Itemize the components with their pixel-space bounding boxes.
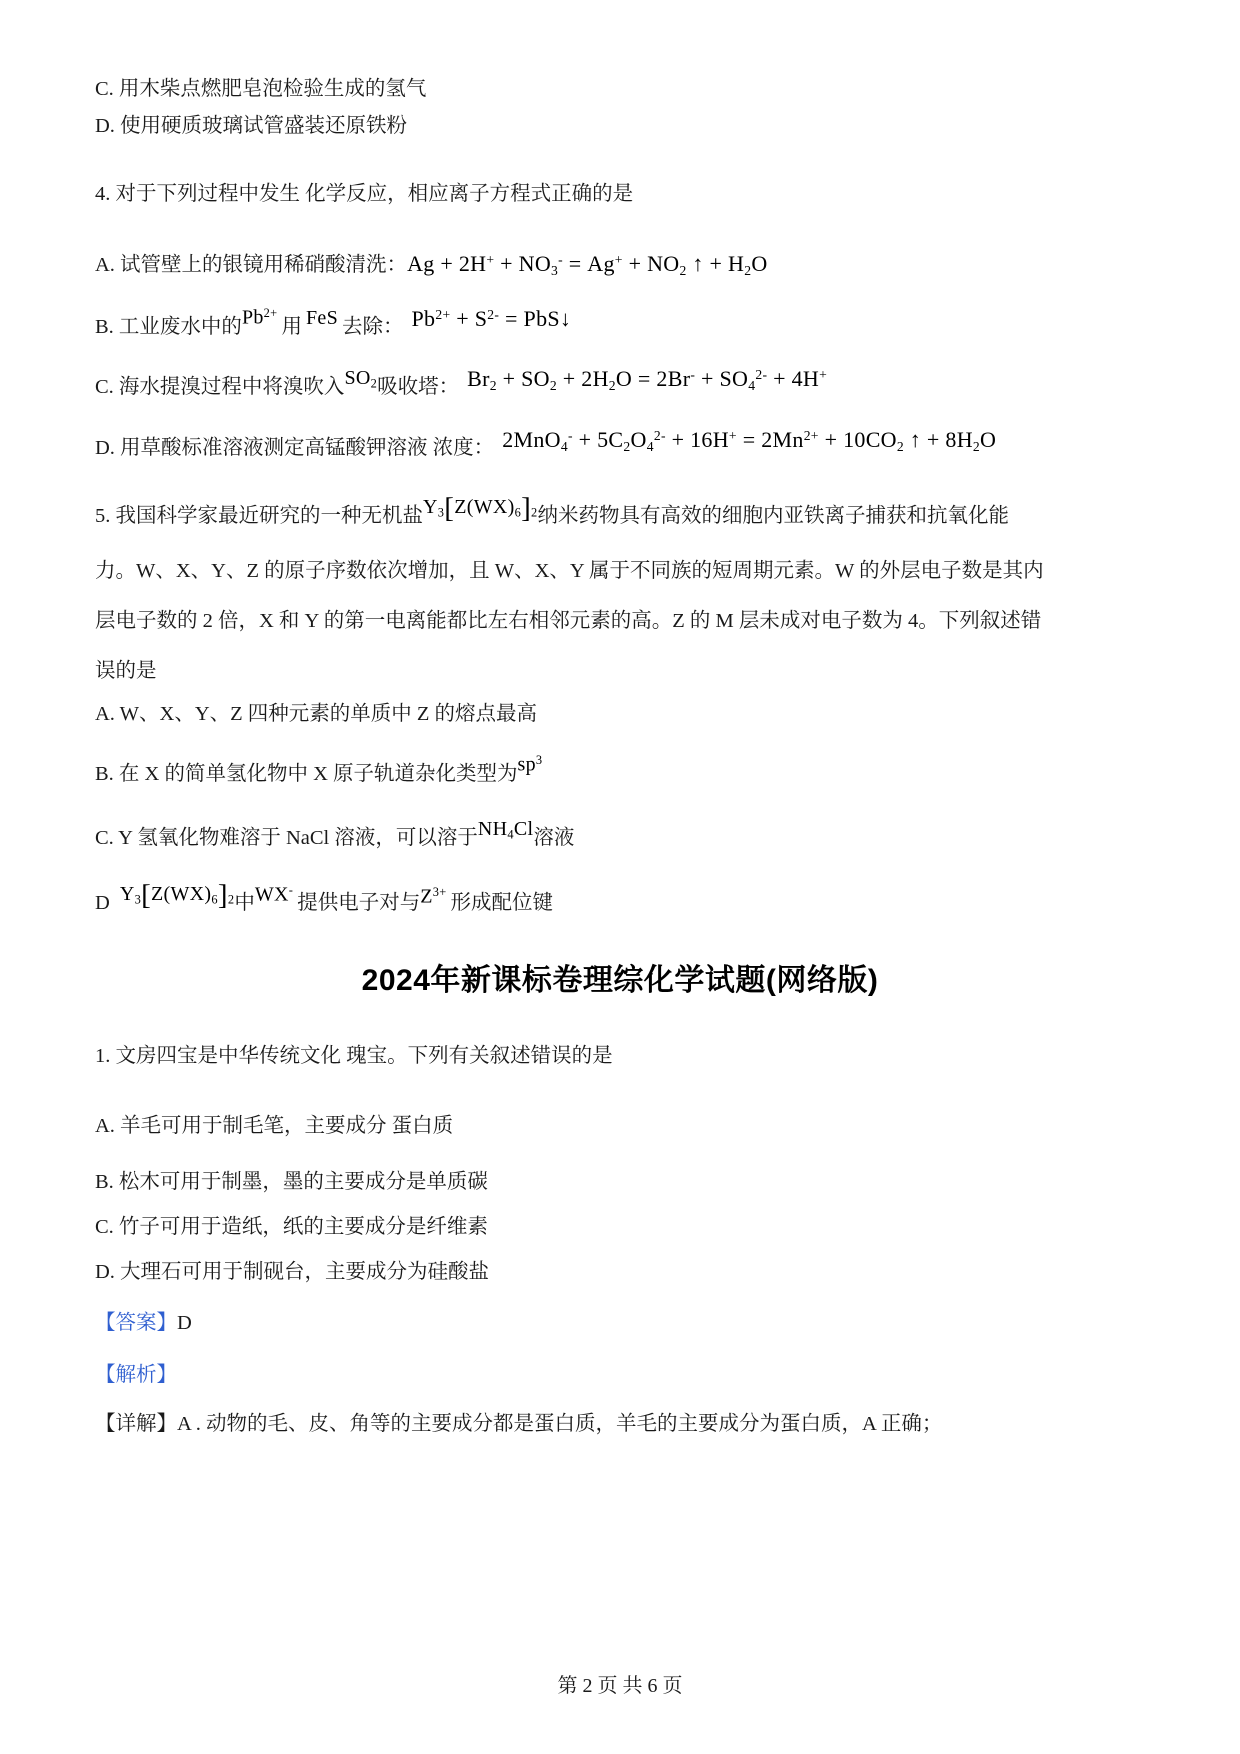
q5-option-c-suffix: 溶液 [533, 826, 575, 849]
q5-option-d-suffix: 形成配位键 [450, 892, 554, 915]
q5-option-d-label: D [95, 892, 110, 915]
q1-stem: 1. 文房四宝是中华传统文化 瑰宝。下列有关叙述错误的是 [95, 1045, 613, 1068]
q4-option-b-prefix: B. 工业废水中的 [95, 315, 242, 338]
q4-option-d-equation: $2MnO_4^- + 5C_2O_4^{2-} + 16H^+ = 2Mn^{2+} + 10CO_2$ ↑ + $8H_2O$ [502, 427, 997, 455]
q4-option-c [95, 365, 1145, 401]
q5-option-b-text: B. 在 X 的简单氢化物中 X 原子轨道杂化类型为 [95, 762, 518, 785]
q1-analysis-row [95, 1357, 1145, 1387]
q4-option-a-equation: $Ag + 2H^+ + NO_3^- = Ag^+ + NO_2$ ↑ + $H_2O$ [407, 250, 768, 278]
q4-option-c-prefix: C. 海水提溴过程中将溴吹入 [95, 375, 345, 398]
q5-option-a: A. W、X、Y、Z 四种元素的单质中 Z 的熔点最高 [95, 703, 538, 726]
q4-option-a [95, 247, 1145, 279]
q4-option-c-gas: $SO_2$ [344, 366, 378, 391]
analysis-label: 【解析】 [95, 1364, 177, 1387]
q4-option-a-prefix: A. 试管壁上的银镜用稀硝酸清洗： [95, 253, 408, 276]
q1-answer-row [95, 1305, 1145, 1335]
q5-option-c [95, 817, 1145, 851]
q5-stem-line4: 误的是 [95, 659, 157, 682]
q3-option-c: C. 用木柴点燃肥皂泡检验生成的氢气 [95, 78, 427, 100]
q5-stem-line1 [95, 492, 1145, 534]
q5-stem-part2: 纳米药物具有高效的细胞内亚铁离子捕获和抗氧化能 [537, 505, 1010, 528]
q1-option-a: A. 羊毛可用于制毛笔，主要成分 蛋白质 [95, 1114, 454, 1137]
q4-option-b-equation: $Pb^{2+} + S^{2-}$ = PbS↓ [411, 305, 572, 331]
q1-option-d: D. 大理石可用于制砚台，主要成分为硅酸盐 [95, 1260, 490, 1283]
q5-option-c-salt: $NH_4Cl$ [477, 817, 534, 842]
q4-option-b-suffix: 去除： [342, 315, 404, 338]
q1-option-c: C. 竹子可用于造纸，纸的主要成分是纤维素 [95, 1216, 488, 1238]
q5-option-b-formula: $sp^3$ [517, 753, 543, 776]
q4-option-d [95, 427, 1145, 462]
q5-option-d-mid2: 提供电子对与 [297, 892, 421, 915]
q1-option-b: B. 松木可用于制墨，墨的主要成分是单质碳 [95, 1171, 488, 1194]
q5-salt-formula: $Y_3[Z(WX)_6]_2$ [423, 492, 538, 525]
q5-option-b [95, 753, 1145, 786]
q5-option-c-prefix: C. Y 氢氧化物难溶于 NaCl 溶液，可以溶于 [95, 826, 478, 849]
answer-value: D [177, 1312, 192, 1335]
q5-stem-line2: 力。W、X、Y、Z 的原子序数依次增加，且 W、X、Y 属于不同族的短周期元素。W 的外层电子数是其内 [95, 560, 1044, 583]
q5-option-d-formula2: WX- [254, 882, 294, 906]
q3-option-d: D. 使用硬质玻璃试管盛装还原铁粉 [95, 114, 408, 137]
answer-label: 【答案】 [95, 1312, 177, 1335]
q5-option-d [95, 879, 1145, 921]
q4-option-d-prefix: D. 用草酸标准溶液测定高锰酸钾溶液 浓度： [95, 437, 495, 460]
q4-option-b [95, 305, 1145, 339]
q5-option-d-formula1: $Y_3[Z(WX)_6]_2$ [119, 879, 235, 912]
page-title: 2024年新课标卷理综化学试题(网络版) [361, 964, 879, 998]
q5-stem-part1: 5. 我国科学家最近研究的一种无机盐 [95, 505, 423, 528]
q5-option-d-mid1: 中 [234, 892, 255, 915]
q4-option-b-ion: $Pb^{2+}$ [241, 306, 278, 329]
q4-option-b-reagent: FeS [305, 306, 338, 329]
q4-option-c-equation: $Br_2 + SO_2 + 2H_2O = 2Br^- + SO_4^{2-} + 4H^+$ [467, 365, 828, 393]
q4-option-b-mid: 用 [281, 315, 302, 338]
q5-option-d-formula3: $Z^{3+}$ [420, 884, 447, 908]
q4-stem: 4. 对于下列过程中发生 化学反应，相应离子方程式正确的是 [95, 183, 634, 206]
q5-stem-line3: 层电子数的 2 倍，X 和 Y 的第一电离能都比左右相邻元素的高。Z 的 M 层未成对电子数为 4。下列叙述错 [95, 609, 1042, 632]
q1-detail: 【详解】A . 动物的毛、皮、角等的主要成分都是蛋白质，羊毛的主要成分为蛋白质，A 正确； [95, 1413, 943, 1436]
page-footer: 第 2 页 共 6 页 [557, 1675, 683, 1697]
q4-option-c-suffix: 吸收塔： [377, 375, 460, 398]
